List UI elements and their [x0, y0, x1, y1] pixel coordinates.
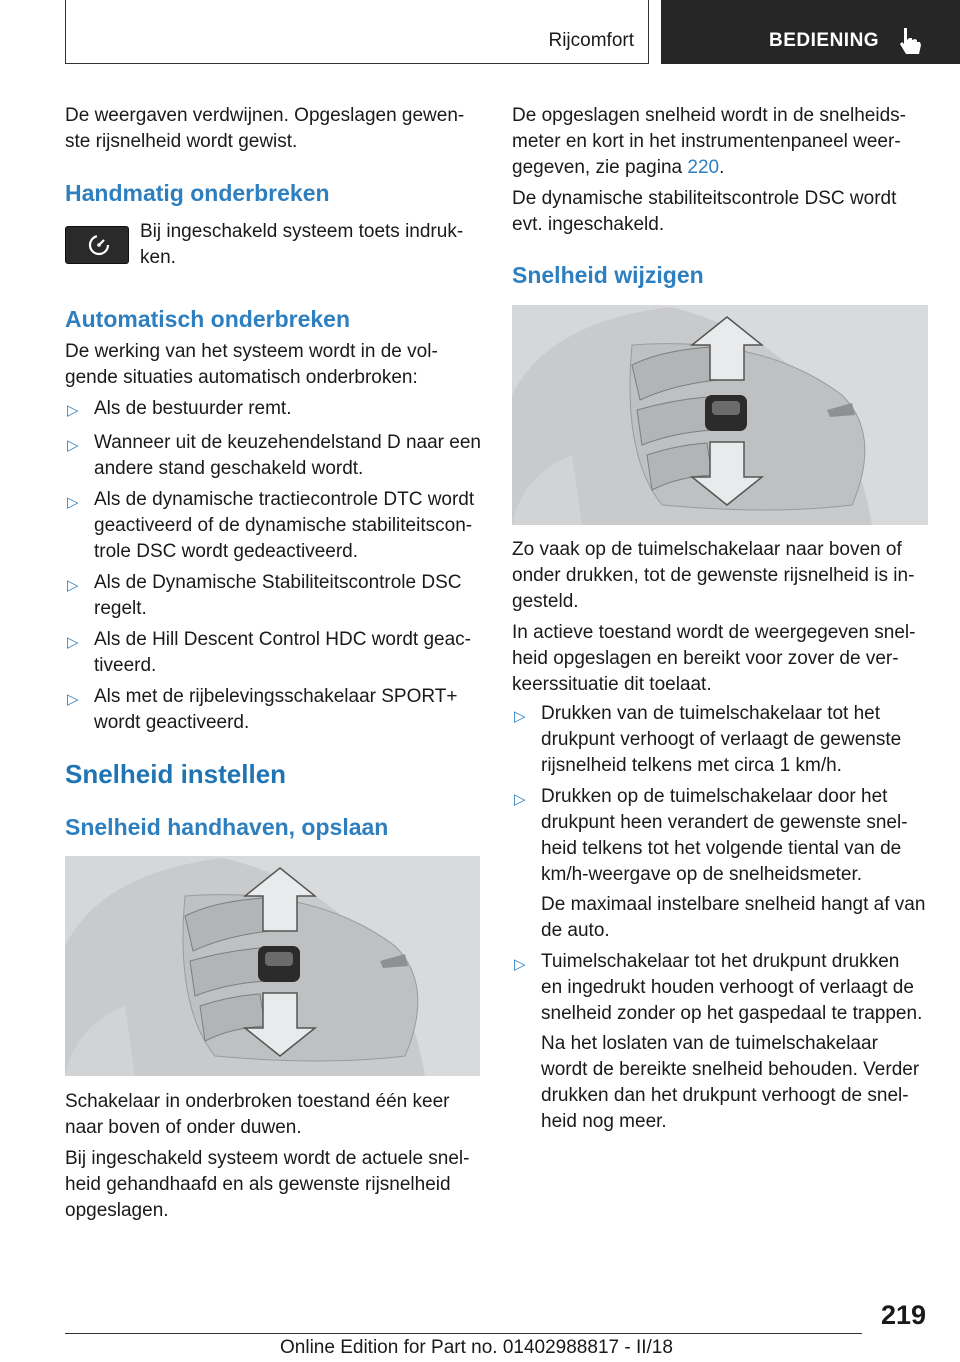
paragraph: Bij ingeschakeld systeem toets indruk- ken. — [140, 221, 464, 268]
paragraph: De opgeslagen snelheid wordt in de snelheids- meter en kort in het instrumentenpaneel weer- gegeven, zie pagina 220. — [512, 105, 906, 178]
list-item: Als de Dynamische Stabiliteitscontrole DSC regelt. — [94, 572, 462, 619]
footer-divider — [65, 1333, 862, 1334]
bullet-triangle-icon: ▷ — [67, 691, 79, 708]
paragraph: De dynamische stabiliteitscontrole DSC wordt evt. ingeschakeld. — [512, 188, 897, 235]
page-number: 219 — [880, 1300, 926, 1330]
pointing-hand-icon — [897, 26, 923, 56]
heading-auto-interrupt: Automatisch onderbreken — [65, 306, 350, 332]
list-item: Als de bestuurder remt. — [94, 398, 292, 419]
list-item: Wanneer uit de keuzehendelstand D naar een andere stand geschakeld wordt. — [94, 432, 481, 479]
list-item: Als met de rijbelevingsschakelaar SPORT+ wordt geactiveerd. — [94, 686, 458, 733]
bullet-triangle-icon: ▷ — [514, 708, 526, 725]
page-link-220[interactable]: 220 — [687, 157, 720, 178]
bullet-triangle-icon: ▷ — [67, 634, 79, 651]
list-item: Als de Hill Descent Control HDC wordt geac- tiveerd. — [94, 629, 471, 676]
paragraph: Zo vaak op de tuimelschakelaar naar boven of onder drukken, tot de gewenste rijsnelheid is in- gesteld. — [512, 539, 915, 612]
header-section-title: Rijcomfort — [548, 30, 634, 51]
header-chapter-tab[interactable] — [661, 0, 960, 64]
paragraph: De weergaven verdwijnen. Opgeslagen gewen- ste rijsnelheid wordt gewist. — [65, 105, 465, 152]
speed-control-button-icon — [65, 226, 129, 264]
paragraph: Bij ingeschakeld systeem wordt de actuele snel- heid gehandhaafd en als gewenste rijsnelheid opgeslagen. — [65, 1148, 470, 1221]
list-item: Drukken op de tuimelschakelaar door het drukpunt heen verandert de gewenste snel- heid telkens tot het volgende tiental van de km/h-weergave op de snelheidsmeter. — [541, 786, 908, 885]
list-item: Drukken van de tuimelschakelaar tot het drukpunt verhoogt of verlaagt de gewenste rijsnelheid telkens met circa 1 km/h. — [541, 703, 902, 776]
footer-edition: Online Edition for Part no. 01402988817 - II/18 — [280, 1337, 673, 1358]
bullet-triangle-icon: ▷ — [67, 437, 79, 454]
bullet-triangle-icon: ▷ — [67, 494, 79, 511]
bullet-triangle-icon: ▷ — [67, 577, 79, 594]
paragraph: De werking van het systeem wordt in de vol- gende situaties automatisch onderbroken: — [65, 341, 438, 388]
heading-keep-speed: Snelheid handhaven, opslaan — [65, 814, 389, 840]
header-section-box — [65, 0, 649, 64]
heading-set-speed: Snelheid instellen — [65, 759, 287, 789]
speedometer-icon — [66, 227, 128, 263]
bullet-triangle-icon: ▷ — [514, 956, 526, 973]
paragraph: Schakelaar in onderbroken toestand één keer naar boven of onder duwen. — [65, 1091, 450, 1138]
heading-manual-interrupt: Handmatig onderbreken — [65, 180, 330, 206]
header-chapter-label: BEDIENING — [769, 30, 880, 51]
note: De maximaal instelbare snelheid hangt af van de auto. — [541, 894, 926, 941]
note: Na het loslaten van de tuimelschakelaar wordt de bereikte snelheid behouden. Verder drukken dan het drukpunt verhoogt de snel- heid nog meer. — [541, 1033, 920, 1132]
paragraph: In actieve toestand wordt de weergegeven snel- heid opgeslagen en bereikt voor zover de ver- keerssituatie dit toelaat. — [512, 622, 916, 695]
steering-wheel-rocker-figure — [65, 856, 480, 1076]
steering-wheel-rocker-figure — [512, 305, 928, 525]
bullet-triangle-icon: ▷ — [514, 791, 526, 808]
heading-change-speed: Snelheid wijzigen — [512, 262, 704, 288]
list-item: Tuimelschakelaar tot het drukpunt drukken en ingedrukt houden verhoogt of verlaagt de snelheid zonder op het gaspedaal te trappen. — [541, 951, 923, 1024]
bullet-triangle-icon: ▷ — [67, 402, 79, 419]
list-item: Als de dynamische tractiecontrole DTC wordt geactiveerd of de dynamische stabiliteitscon- trole DSC wordt gedeactiveerd. — [94, 489, 475, 562]
